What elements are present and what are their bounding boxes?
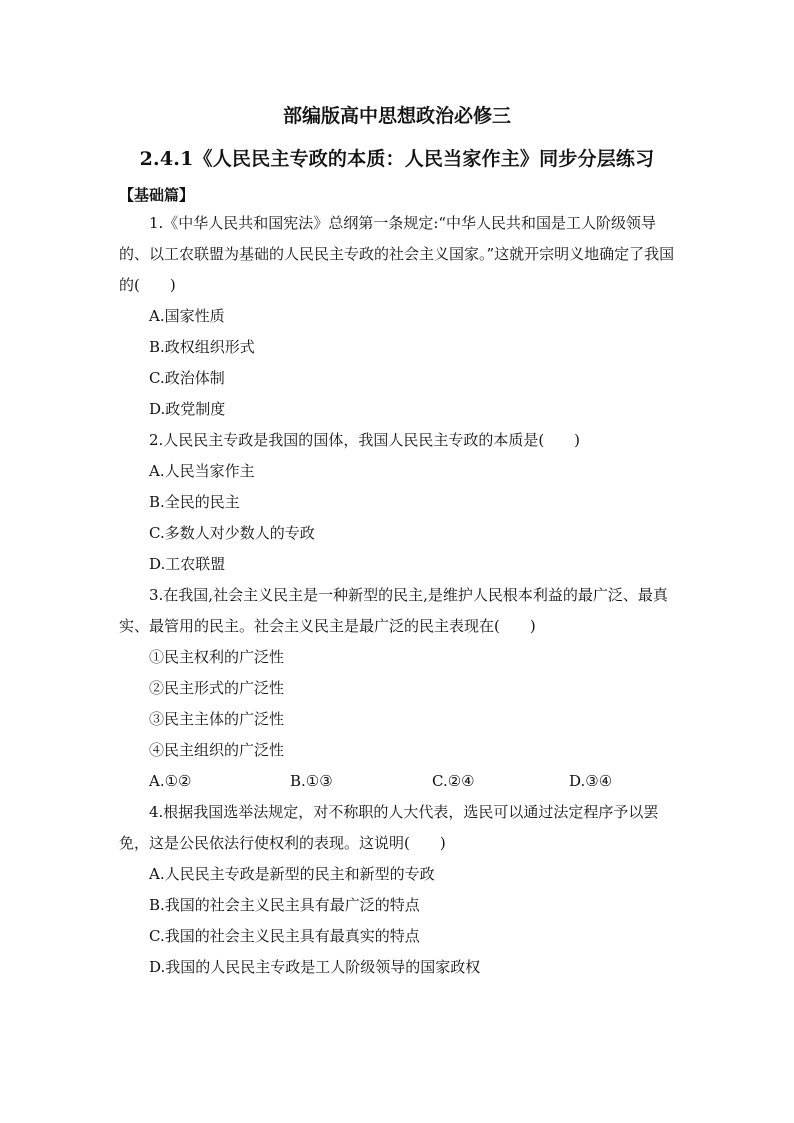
question-3 xyxy=(119,580,679,797)
option-c: C.我国的社会主义民主具有最真实的特点 xyxy=(149,927,420,945)
option-b: B.我国的社会主义民主具有最广泛的特点 xyxy=(149,896,420,914)
option-a: A.国家性质 xyxy=(149,307,225,325)
question-stem: 4.根据我国选举法规定，对不称职的人大代表，选民可以通过法定程序予以罢免，这是公民依法行使权利的表现。这说明( ) xyxy=(119,803,659,852)
option-b: B.全民的民主 xyxy=(149,493,240,511)
statement-3: ③民主主体的广泛性 xyxy=(149,710,285,728)
option-a: A.人民当家作主 xyxy=(149,462,255,480)
option-b: B.①③ xyxy=(290,772,333,790)
document-title: 部编版高中思想政治必修三 xyxy=(282,105,511,127)
option-d: D.我国的人民民主专政是工人阶级领导的国家政权 xyxy=(149,958,481,976)
question-stem: 1.《中华人民共和国宪法》总纲第一条规定:“中华人民共和国是工人阶级领导的、以工农联盟为基础的人民民主专政的社会主义国家。”这就开宗明义地确定了我国的( ) xyxy=(119,214,675,294)
statement-4: ④民主组织的广泛性 xyxy=(149,741,285,759)
document-subtitle: 2.4.1《人民民主专政的本质：人民当家作主》同步分层练习 xyxy=(139,148,655,170)
statement-2: ②民主形式的广泛性 xyxy=(149,679,285,697)
statement-1: ①民主权利的广泛性 xyxy=(149,648,285,666)
question-stem: 3.在我国,社会主义民主是一种新型的民主,是维护人民根本利益的最广泛、最真实、最管用的民主。社会主义民主是最广泛的民主表现在( ) xyxy=(119,586,668,635)
question-2 xyxy=(119,425,679,580)
option-d: D.政党制度 xyxy=(149,400,226,418)
option-d: D.工农联盟 xyxy=(149,555,226,573)
question-stem: 2.人民民主专政是我国的国体，我国人民民主专政的本质是( ) xyxy=(149,431,581,449)
question-1 xyxy=(119,208,679,425)
option-row xyxy=(119,766,679,797)
question-list xyxy=(119,208,679,983)
section-heading: 【基础篇】 xyxy=(119,186,195,204)
option-c: C.②④ xyxy=(432,772,475,790)
question-4 xyxy=(119,797,679,983)
option-c: C.多数人对少数人的专政 xyxy=(149,524,315,542)
option-d: D.③④ xyxy=(569,772,613,790)
option-c: C.政治体制 xyxy=(149,369,225,387)
option-b: B.政权组织形式 xyxy=(149,338,255,356)
option-a: A.①② xyxy=(149,772,192,790)
option-a: A.人民民主专政是新型的民主和新型的专政 xyxy=(149,865,435,883)
